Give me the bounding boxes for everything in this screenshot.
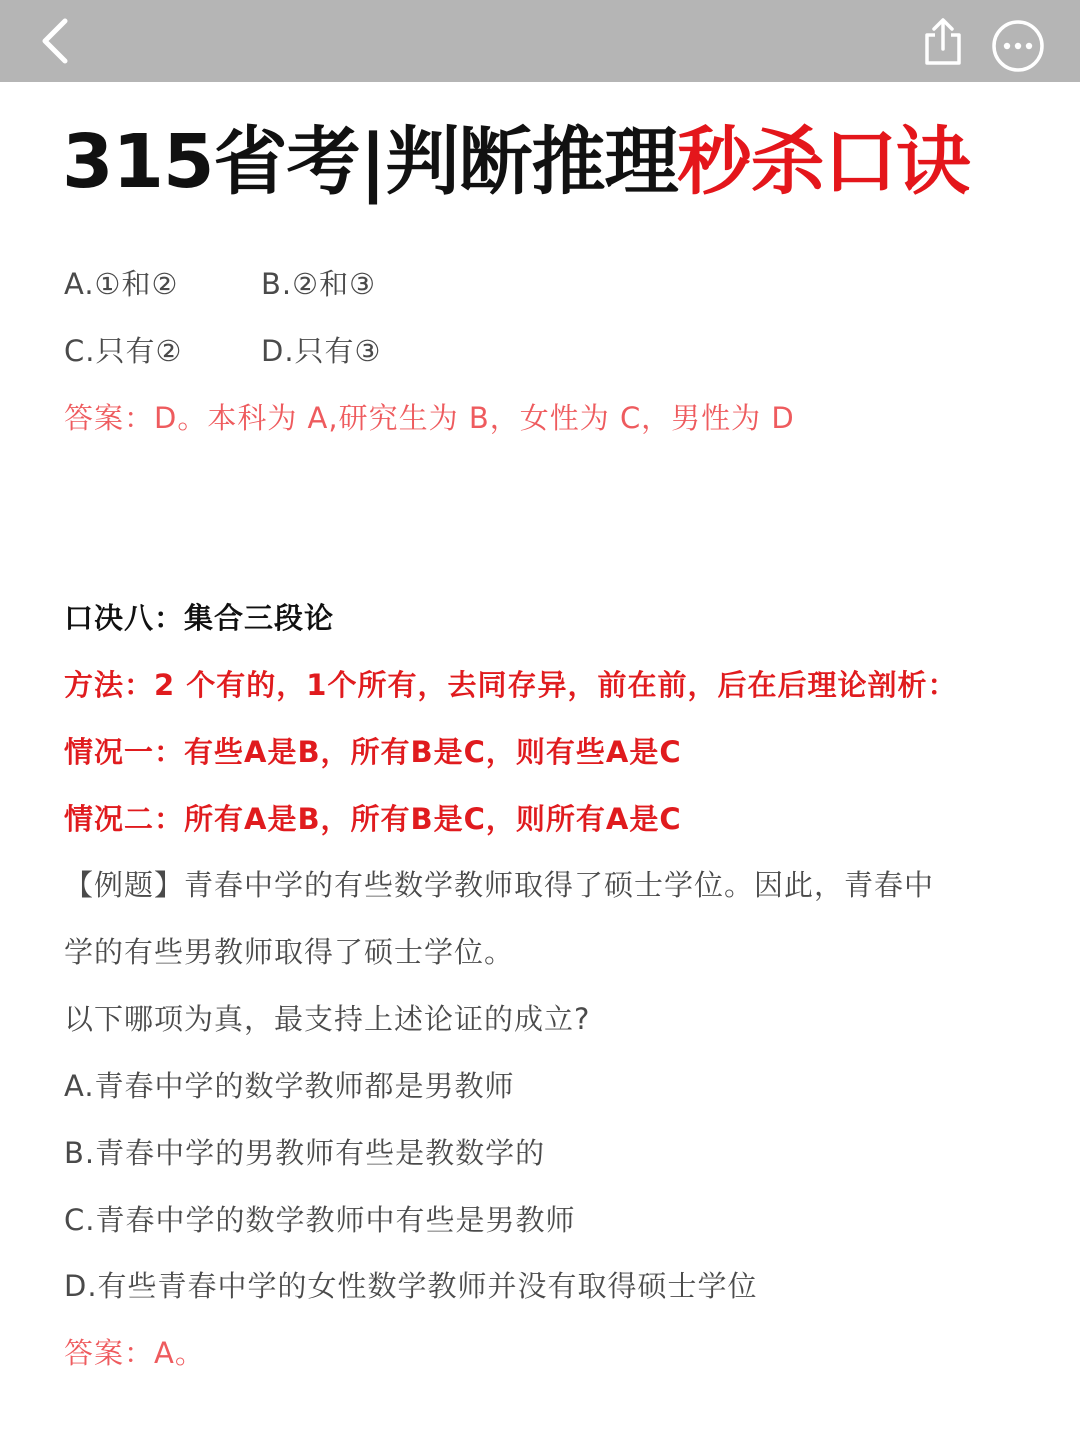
title-black-part: 315省考|判断推理 xyxy=(62,119,678,205)
example-line-2: 学的有些男教师取得了硕士学位。 xyxy=(64,935,515,969)
answer-text: 答案：A。 xyxy=(64,1336,205,1370)
share-icon xyxy=(921,17,965,67)
prev-option-b: B.②和③ xyxy=(261,267,377,301)
more-horizontal-icon xyxy=(990,18,1046,74)
option-a: A.青春中学的数学教师都是男教师 xyxy=(64,1069,515,1103)
option-c: C.青春中学的数学教师中有些是男教师 xyxy=(64,1203,576,1237)
share-button[interactable] xyxy=(916,14,970,70)
question-text: 以下哪项为真，最支持上述论证的成立? xyxy=(64,1002,591,1036)
prev-options-row-1 xyxy=(64,264,377,304)
page-title xyxy=(62,112,1062,212)
method-text: 方法：2 个有的，1个所有，去同存异，前在前，后在后理论剖析： xyxy=(64,668,958,702)
title-red-part: 秒杀口诀 xyxy=(677,119,970,205)
prev-option-a: A.①和② xyxy=(64,267,179,301)
case-one-text: 情况一：有些A是B，所有B是C，则有些A是C xyxy=(64,735,682,769)
section-heading: 口决八：集合三段论 xyxy=(64,601,335,635)
prev-option-c: C.只有② xyxy=(64,334,183,368)
top-navigation-bar xyxy=(0,0,1080,82)
option-b: B.青春中学的男教师有些是教数学的 xyxy=(64,1136,546,1170)
option-d: D.有些青春中学的女性数学教师并没有取得硕士学位 xyxy=(64,1269,758,1303)
back-button[interactable] xyxy=(28,14,82,68)
chevron-left-icon xyxy=(35,17,75,65)
more-options-button[interactable] xyxy=(990,18,1046,74)
example-line-1: 【例题】青春中学的有些数学教师取得了硕士学位。因此，青春中 xyxy=(64,868,935,902)
prev-options-row-2 xyxy=(64,331,382,371)
prev-answer: 答案：D。本科为 A,研究生为 B，女性为 C，男性为 D xyxy=(64,401,795,435)
case-two-text: 情况二：所有A是B，所有B是C，则所有A是C xyxy=(64,802,682,836)
prev-option-d: D.只有③ xyxy=(261,334,382,368)
